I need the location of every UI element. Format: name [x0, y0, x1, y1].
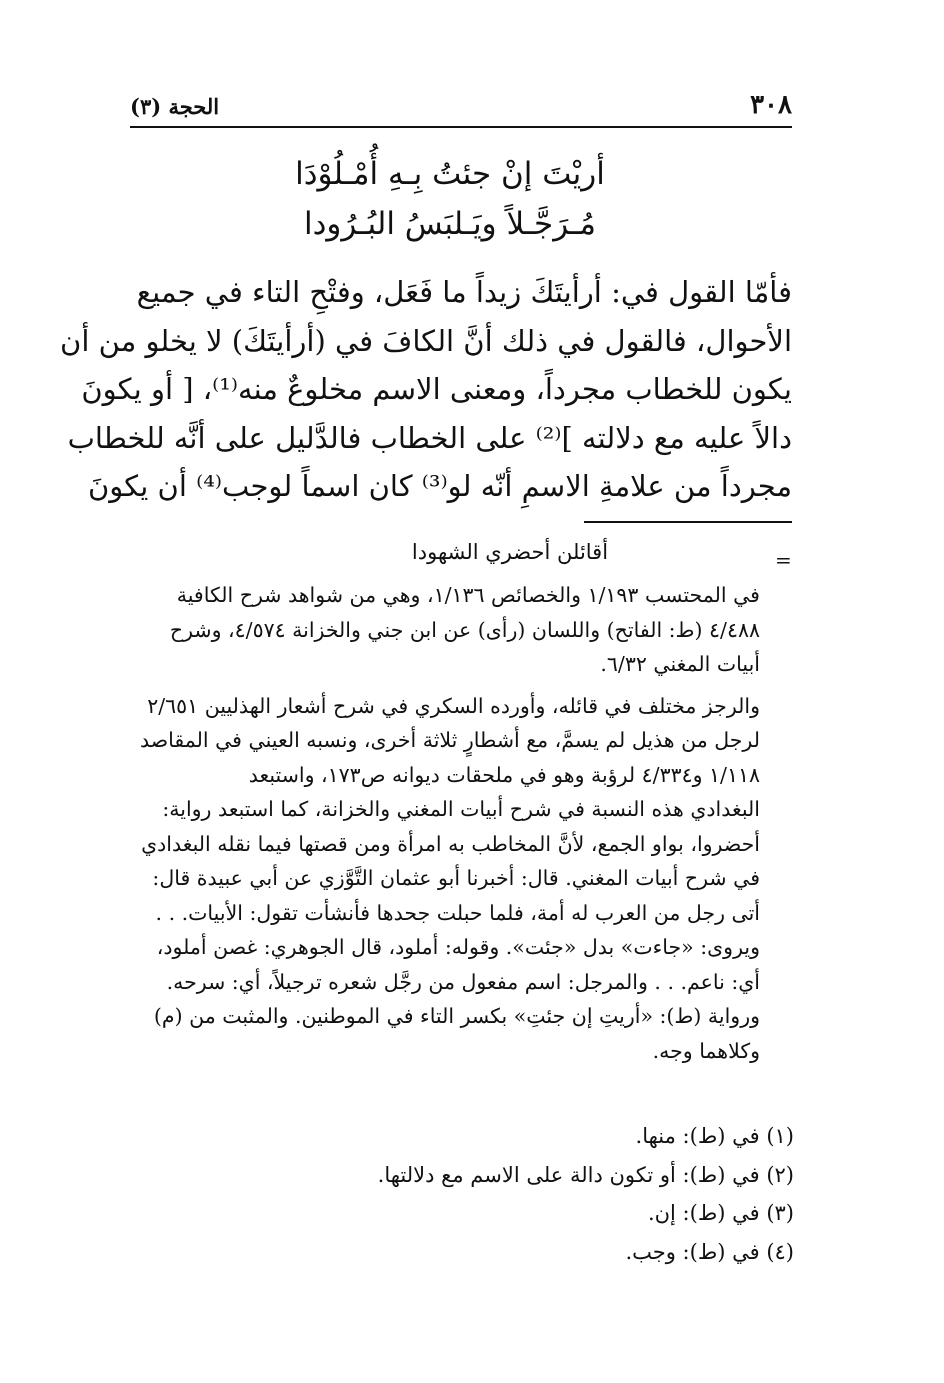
- note-line: والرجز مختلف في قائله، وأورده السكري في شرح أشعار الهذليين ٢/٦٥١: [147, 693, 760, 718]
- note-verse: أقائلن أحضري الشهودا: [411, 540, 609, 564]
- note-paragraph: [128, 578, 760, 682]
- verse-line-2: مُـرَجَّـلاً ويَـلبَسُ البُـرُودا: [303, 206, 597, 242]
- notes-section: [128, 578, 760, 1068]
- running-header: [130, 90, 792, 128]
- note-line: أبيات المغني ٦/٣٢.: [600, 652, 760, 676]
- verse-line-1: أريْتَ إنْ جئتُ بِـهِ أُمْـلُوْدَا: [295, 156, 605, 192]
- footnote-1: (١) في (ط): منها.: [635, 1124, 794, 1148]
- note-line: أتى رجل من العرب له أمة، فلما حبلت جحدها فأنشأت تقول: الأبيات. . .: [155, 900, 760, 925]
- running-title: الحجة (٣): [130, 94, 220, 119]
- note-line: أحضروا، بواو الجمع، لأنَّ المخاطب به امرأة ومن قصتها فيما نقله البغدادي: [141, 831, 760, 856]
- main-text: [60, 268, 792, 511]
- footnote-separator: [584, 521, 792, 523]
- main-text-line: الأحوال، فالقول في ذلك أنَّ الكافَ في (أرأيتَكَ) لا يخلو من أن: [60, 323, 792, 358]
- note-line: ويروى: «جاءت» بدل «جئت». وقوله: أملود، قال الجوهري: غصن أملود،: [156, 935, 760, 959]
- note-line: ١/١١٨ و٤/٣٣٤ لرؤبة وهو في ملحقات ديوانه ص١٧٣، واستبعد: [248, 762, 760, 787]
- main-text-line: دالاً عليه مع دلالته ]⁽²⁾ على الخطاب فالدَّليل على أنَّه للخطاب: [67, 420, 792, 455]
- note-line: وكلاهما وجه.: [652, 1038, 760, 1063]
- note-line: أي: ناعم. . . والمرجل: اسم مفعول من رجَّل شعره ترجيلاً، أي: سرحه.: [166, 969, 760, 994]
- continuation-mark: =: [775, 548, 792, 572]
- note-line: البغدادي هذه النسبة في شرح أبيات المغني والخزانة، كما استبعد رواية:: [162, 797, 760, 821]
- note-line: لرجل من هذيل لم يسمَّ، مع أشطارٍ ثلاثة أخرى، ونسبه العيني في المقاصد: [139, 728, 760, 752]
- note-line: ورواية (ط): «أريتِ إن جئتِ» بكسر التاء في الموطنين. والمثبت من (م): [153, 1004, 760, 1028]
- footnote-2: (٢) في (ط): أو تكون دالة على الاسم مع دلالتها.: [377, 1162, 794, 1187]
- footnote-3: (٣) في (ط): إن.: [647, 1201, 794, 1225]
- note-line: في المحتسب ١/١٩٣ والخصائص ١/١٣٦، وهي من شواهد شرح الكافية: [176, 583, 760, 607]
- footnote-4: (٤) في (ط): وجب.: [625, 1239, 794, 1264]
- main-text-line: مجرداً من علامةِ الاسمِ أنّه لو⁽³⁾ كان اسماً لوجب⁽⁴⁾ أن يكونَ: [87, 469, 792, 503]
- note-line: ٤/٤٨٨ (ط: الفاتح) واللسان (رأى) عن ابن جني والخزانة ٤/٥٧٤، وشرح: [169, 617, 760, 642]
- note-line: في شرح أبيات المغني. قال: أخبرنا أبو عثمان التَّوَّزي عن أبي عبيدة قال:: [152, 866, 760, 890]
- note-paragraph: [128, 689, 760, 1069]
- footnotes-list: [128, 1117, 794, 1271]
- main-text-line: فأمّا القول في: أرأيتَكَ زيداً ما فَعَل، وفتْحِ التاء في جميع: [136, 275, 792, 309]
- page-number: ٣٠٨: [750, 90, 792, 120]
- main-text-line: يكون للخطاب مجرداً، ومعنى الاسم مخلوعٌ منه⁽¹⁾، [ أو يكونَ: [81, 372, 792, 406]
